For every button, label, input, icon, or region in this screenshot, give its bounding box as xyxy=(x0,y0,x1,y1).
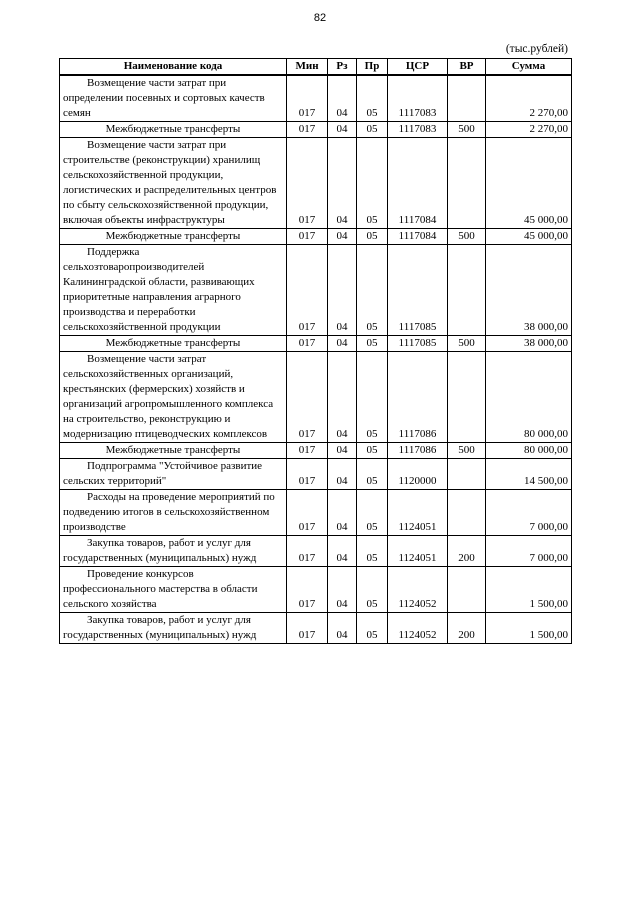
cell-csr: 1124051 xyxy=(388,536,448,567)
row-name-text: Возмещение части затрат при определении посевных и сортовых качеств семян xyxy=(63,77,265,119)
cell-name xyxy=(60,352,287,443)
cell-pr: 05 xyxy=(357,138,388,229)
cell-name xyxy=(60,245,287,336)
cell-pr: 05 xyxy=(357,613,388,644)
cell-rz: 04 xyxy=(328,245,357,336)
units-label: (тыс.рублей) xyxy=(505,43,568,55)
cell-sum: 7 000,00 xyxy=(486,536,572,567)
row-name-text: Проведение конкурсов профессионального мастерства в области сельского хозяйства xyxy=(63,568,258,610)
cell-name: Межбюджетные трансферты xyxy=(60,122,287,138)
cell-name xyxy=(60,567,287,613)
cell-rz: 04 xyxy=(328,443,357,459)
table-row xyxy=(60,336,572,352)
cell-sum: 2 270,00 xyxy=(486,75,572,122)
row-name-text: Возмещение части затрат сельскохозяйственных организаций, крестьянских (фермерских) хозяйств и организаций агропромышленного комплекса на строительство, реконструкцию и модернизацию птицеводческих комплексов xyxy=(63,353,274,440)
cell-pr: 05 xyxy=(357,336,388,352)
cell-csr: 1117084 xyxy=(388,229,448,245)
table-row xyxy=(60,490,572,536)
table-row xyxy=(60,138,572,229)
column-header-csr: ЦСР xyxy=(388,59,448,76)
cell-name: Межбюджетные трансферты xyxy=(60,229,287,245)
row-name-text: Расходы на проведение мероприятий по подведению итогов в сельскохозяйственном производстве xyxy=(63,491,275,533)
cell-min: 017 xyxy=(287,443,328,459)
cell-min: 017 xyxy=(287,336,328,352)
cell-min: 017 xyxy=(287,567,328,613)
cell-vr: 500 xyxy=(448,443,486,459)
table-row xyxy=(60,613,572,644)
cell-sum: 80 000,00 xyxy=(486,352,572,443)
cell-sum: 1 500,00 xyxy=(486,613,572,644)
cell-rz: 04 xyxy=(328,122,357,138)
cell-name xyxy=(60,138,287,229)
cell-csr: 1117083 xyxy=(388,122,448,138)
cell-pr: 05 xyxy=(357,229,388,245)
row-name-text: Поддержка сельхозтоваропроизводителей Калининградской области, развивающих приоритетные направления аграрного производства и переработки сельскохозяйственной продукции xyxy=(63,246,255,333)
cell-sum: 7 000,00 xyxy=(486,490,572,536)
cell-vr xyxy=(448,567,486,613)
cell-csr: 1124052 xyxy=(388,567,448,613)
cell-csr: 1117086 xyxy=(388,443,448,459)
cell-name xyxy=(60,459,287,490)
table-header xyxy=(60,59,572,76)
cell-name xyxy=(60,536,287,567)
table-row xyxy=(60,567,572,613)
cell-csr: 1117085 xyxy=(388,245,448,336)
cell-rz: 04 xyxy=(328,613,357,644)
cell-min: 017 xyxy=(287,352,328,443)
row-name-text: Закупка товаров, работ и услуг для государственных (муниципальных) нужд xyxy=(63,614,257,641)
cell-name xyxy=(60,613,287,644)
row-name-text: Возмещение части затрат при строительстве (реконструкции) хранилищ сельскохозяйственной продукции, логистических и распределительных центров по сбыту сельскохозяйственной продукции, включая объекты инфраструктуры xyxy=(63,139,277,226)
page-number: 82 xyxy=(313,12,327,24)
column-header-pr: Пр xyxy=(357,59,388,76)
cell-pr: 05 xyxy=(357,122,388,138)
cell-csr: 1117086 xyxy=(388,352,448,443)
cell-min: 017 xyxy=(287,122,328,138)
cell-vr: 500 xyxy=(448,122,486,138)
cell-min: 017 xyxy=(287,490,328,536)
cell-pr: 05 xyxy=(357,536,388,567)
cell-sum: 14 500,00 xyxy=(486,459,572,490)
cell-min: 017 xyxy=(287,138,328,229)
column-header-rz: Рз xyxy=(328,59,357,76)
cell-sum: 38 000,00 xyxy=(486,245,572,336)
cell-min: 017 xyxy=(287,245,328,336)
table-row xyxy=(60,245,572,336)
cell-sum: 1 500,00 xyxy=(486,567,572,613)
cell-pr: 05 xyxy=(357,567,388,613)
cell-csr: 1117085 xyxy=(388,336,448,352)
cell-vr xyxy=(448,245,486,336)
table-row xyxy=(60,229,572,245)
cell-sum: 45 000,00 xyxy=(486,138,572,229)
cell-vr xyxy=(448,138,486,229)
table-row xyxy=(60,352,572,443)
cell-pr: 05 xyxy=(357,352,388,443)
row-name-text: Закупка товаров, работ и услуг для государственных (муниципальных) нужд xyxy=(63,537,257,564)
cell-min: 017 xyxy=(287,75,328,122)
cell-rz: 04 xyxy=(328,352,357,443)
cell-vr: 200 xyxy=(448,613,486,644)
cell-name: Межбюджетные трансферты xyxy=(60,336,287,352)
cell-rz: 04 xyxy=(328,75,357,122)
cell-pr: 05 xyxy=(357,459,388,490)
column-header-sum: Сумма xyxy=(486,59,572,76)
table-body xyxy=(60,75,572,644)
table-row xyxy=(60,75,572,122)
cell-vr xyxy=(448,75,486,122)
column-header-name: Наименование кода xyxy=(60,59,287,76)
cell-pr: 05 xyxy=(357,245,388,336)
cell-pr: 05 xyxy=(357,443,388,459)
cell-pr: 05 xyxy=(357,490,388,536)
cell-min: 017 xyxy=(287,613,328,644)
cell-min: 017 xyxy=(287,229,328,245)
column-header-min: Мин xyxy=(287,59,328,76)
cell-csr: 1124051 xyxy=(388,490,448,536)
row-name-text: Подпрограмма "Устойчивое развитие сельских территорий" xyxy=(63,460,263,487)
cell-vr: 500 xyxy=(448,229,486,245)
cell-csr: 1117083 xyxy=(388,75,448,122)
cell-rz: 04 xyxy=(328,459,357,490)
table-row xyxy=(60,459,572,490)
cell-min: 017 xyxy=(287,536,328,567)
cell-rz: 04 xyxy=(328,536,357,567)
cell-rz: 04 xyxy=(328,336,357,352)
cell-sum: 45 000,00 xyxy=(486,229,572,245)
cell-name: Межбюджетные трансферты xyxy=(60,443,287,459)
cell-rz: 04 xyxy=(328,567,357,613)
cell-sum: 80 000,00 xyxy=(486,443,572,459)
column-header-vr: ВР xyxy=(448,59,486,76)
budget-table xyxy=(59,58,572,644)
cell-rz: 04 xyxy=(328,229,357,245)
cell-vr: 500 xyxy=(448,336,486,352)
cell-min: 017 xyxy=(287,459,328,490)
cell-rz: 04 xyxy=(328,138,357,229)
cell-vr: 200 xyxy=(448,536,486,567)
table-row xyxy=(60,443,572,459)
cell-csr: 1120000 xyxy=(388,459,448,490)
cell-vr xyxy=(448,352,486,443)
cell-name xyxy=(60,490,287,536)
table-row xyxy=(60,122,572,138)
cell-pr: 05 xyxy=(357,75,388,122)
cell-sum: 2 270,00 xyxy=(486,122,572,138)
cell-csr: 1124052 xyxy=(388,613,448,644)
cell-name xyxy=(60,75,287,122)
table-row xyxy=(60,536,572,567)
cell-vr xyxy=(448,490,486,536)
cell-csr: 1117084 xyxy=(388,138,448,229)
cell-rz: 04 xyxy=(328,490,357,536)
cell-vr xyxy=(448,459,486,490)
cell-sum: 38 000,00 xyxy=(486,336,572,352)
